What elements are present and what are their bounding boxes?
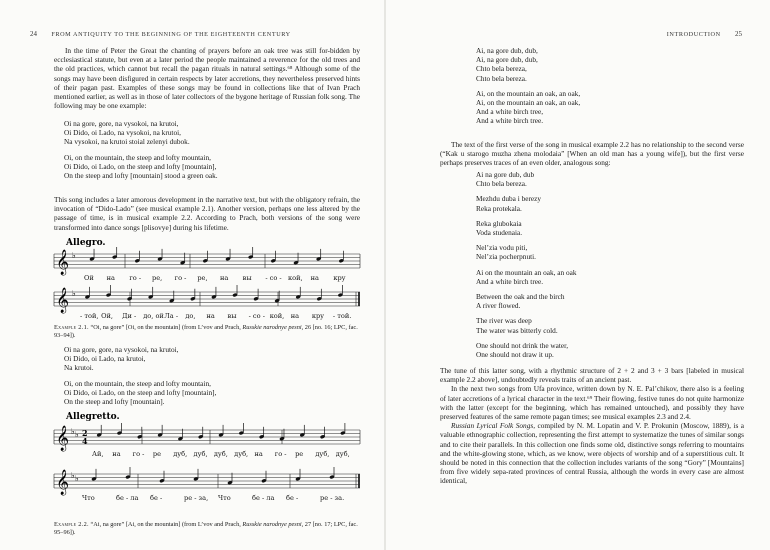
verse-line: The river was deep xyxy=(476,316,532,326)
verse-line: Na vysokoi, na krutoi stoial zelenyi dubok. xyxy=(64,137,190,147)
left-verse-translit-2 xyxy=(64,345,216,406)
flat-sign-icon: ♭ xyxy=(75,474,79,483)
left-paragraph-1-text: In the time of Peter the Great the chanting of prayers before an oak tree was still for-bidden by ecclesiastical statute, but even at a later period the people maintained a reverence for the old trees and the old practices, which cannot but recall the pagan rituals in natural settings.⁶⁸ Although some of the songs may have been disfigured in certain respects by later accretions, they nevertheless preserved hints of their pagan past. Examples of these songs may be found in collections like that of Ivan Prach mentioned earlier, as well as in those of later collectors of the bygone heritage of Russian folk song. The following may be one example: xyxy=(54,46,360,111)
right-paragraphs xyxy=(440,366,744,486)
verse-line: Oi Dido, oi Lado, on the steep and lofty [mountain], xyxy=(64,387,217,397)
caption-title: Russkie narodnye pesni, xyxy=(242,521,304,528)
verse-line: Ai na gore dub, dub xyxy=(476,170,535,179)
lyric-syllable: Что xyxy=(82,494,95,502)
example-2-2-caption xyxy=(54,521,360,537)
verse-line: Nel’zia pocherpnuti. xyxy=(476,252,536,262)
lyric-syllable: до, xyxy=(185,312,196,320)
caption-label: Example 2.1. xyxy=(54,324,89,331)
verse-line: Oi na gore, gore, na vysokoi, na krutoi, xyxy=(64,119,179,128)
verse-line: Chto bela bereza. xyxy=(476,179,527,189)
verse-line: Nel’zia vodu piti, xyxy=(476,243,528,253)
lyric-syllable: бе - xyxy=(150,494,163,502)
treble-clef-icon: 𝄞 xyxy=(56,288,70,313)
left-running-title: FROM ANTIQUITY TO THE BEGINNING OF THE EIGHTEENTH CENTURY xyxy=(51,31,291,38)
verse-line: Oi Dido, oi Lado, on the steep and lofty [mountain], xyxy=(64,161,217,171)
right-paragraph-1 xyxy=(440,140,744,168)
lyric-syllable: на xyxy=(290,312,300,320)
lyric-syllable: - той. xyxy=(332,312,352,320)
verse-line: The water was bitterly cold. xyxy=(476,325,558,335)
verse-line: Oi Dido, oi Lado, na vysokoi, na krutoi, xyxy=(64,128,181,138)
verse-line: Oi, on the mountain, the steep and lofty mountain, xyxy=(64,378,211,388)
lyric-syllable: дуб, xyxy=(173,450,188,458)
verse-line: Ai, on the mountain an oak, an oak, xyxy=(476,98,581,108)
verse-line: Between the oak and the birch xyxy=(476,292,565,302)
example-2-1-caption xyxy=(54,324,360,340)
left-paragraph-2 xyxy=(54,195,360,232)
right-page-number: 25 xyxy=(735,30,742,38)
verse-line: Oi Dido, oi Lado, na krutoi, xyxy=(64,354,146,364)
verse-line: Ai on the mountain an oak, an oak xyxy=(476,267,577,277)
lyric-syllable: - со - xyxy=(265,274,282,282)
lyric-syllable: на xyxy=(310,274,319,282)
right-running-head xyxy=(667,30,742,38)
lyric-syllable: ре xyxy=(295,450,304,458)
lyric-syllable: - той, xyxy=(80,312,99,320)
verse-line: Chto bela bereza, xyxy=(476,64,527,74)
lyric-syllable: Ой, xyxy=(101,312,113,320)
flat-sign-icon: ♭ xyxy=(75,430,79,439)
lyric-syllable: кру xyxy=(311,312,325,320)
verse-line: And a white birch tree, xyxy=(476,107,544,117)
flat-sign-icon: ♭ xyxy=(71,427,75,436)
verse-line: Ai, na gore dub, dub, xyxy=(476,55,538,65)
lyric-syllable: дуб, xyxy=(234,450,249,458)
note-group xyxy=(89,247,344,265)
verse-line: Ai, on the mountain an oak, an oak, xyxy=(476,88,581,98)
lyric-syllable: ре - за, xyxy=(184,494,209,502)
left-verse-translit-1 xyxy=(64,119,218,180)
note-group xyxy=(91,467,334,485)
lyric-syllable: кой, xyxy=(288,274,303,282)
note-group xyxy=(96,423,345,441)
lyric-syllable: на xyxy=(254,450,263,458)
verse-line: Reka protekala. xyxy=(476,203,522,213)
lyric-syllable: на xyxy=(220,274,229,282)
time-signature: 4 xyxy=(82,436,88,446)
left-paragraph-1 xyxy=(54,46,360,110)
verse-line: Na krutoi. xyxy=(64,363,94,373)
verse-line: Ai, na gore dub, dub, xyxy=(476,46,538,55)
lyric-syllable: на xyxy=(112,450,121,458)
lyric-syllable: ре, xyxy=(152,274,163,282)
note-group xyxy=(85,285,343,303)
verse-line: And a white birch tree. xyxy=(476,116,544,126)
treble-clef-icon: 𝄞 xyxy=(56,426,70,451)
book-title: Russian Lyrical Folk Songs, xyxy=(451,421,536,431)
lyric-syllable: на xyxy=(206,312,215,320)
verse-line: One should not draw it up. xyxy=(476,350,554,360)
caption-source: 27 [no. 17; LPC, fac. 95–96]). xyxy=(54,521,358,536)
tempo-marking: Allegretto. xyxy=(66,412,120,422)
right-paragraph-4 xyxy=(440,421,744,485)
lyric-syllable: бе - ла xyxy=(252,494,275,502)
verse-line: Oi, on the mountain, the steep and lofty mountain, xyxy=(64,152,211,162)
left-page xyxy=(0,0,384,550)
lyric-syllable: го - xyxy=(274,450,287,458)
lyric-syllable: до, ой xyxy=(143,312,164,320)
right-page xyxy=(386,0,770,550)
flat-sign-icon: ♭ xyxy=(71,471,75,480)
lyric-syllable: Ла - xyxy=(164,312,179,320)
lyric-syllable: вы xyxy=(242,274,252,282)
flat-sign-icon: ♭ xyxy=(72,251,76,260)
verse-line: Oi na gore, gore, na vysokoi, na krutoi, xyxy=(64,345,179,354)
left-page-number: 24 xyxy=(30,30,37,38)
lyric-syllable: дуб, xyxy=(315,450,330,458)
flat-sign-icon: ♭ xyxy=(72,289,76,298)
right-running-title: INTRODUCTION xyxy=(666,31,721,38)
left-paragraph-2-text: This song includes a later amorous development in the narrative text, but with the obligatory refrain, the invocation of “Dido-Lado” (see musical example 2.1). Another version, perhaps one less altered by the passage of time, is in musical example 2.2. According to Prach, both versions of the song were transformed into dance songs [plisovye] during his lifetime. xyxy=(54,195,360,232)
lyric-syllable: дуб, xyxy=(193,450,208,458)
caption-label: Example 2.2. xyxy=(54,521,89,528)
verse-line: Voda studenaia. xyxy=(476,228,523,238)
lyric-syllable: кру xyxy=(333,274,346,282)
treble-clef-icon: 𝄞 xyxy=(56,250,70,275)
lyric-syllable: бе - xyxy=(286,494,299,502)
lyric-syllable: бе - ла xyxy=(116,494,139,502)
right-paragraph-4-text: compiled by N. M. Lopatin and V. P. Prokunin (Moscow, 1889), is a valuable ethnographic collection, representing the first attempt to systematize the tunes of similar songs and to cite their parallels. In this collection one finds some old, distinctive songs referring to mountains and the white-glowing stone, which, as we know, were objects of worship and of a superstitious cult. It should be noted in this connection that the collection includes variants of the song “Gory” [Mountains] from five widely sepa-rated provinces of central Russia, although the words in every case are almost identical, xyxy=(440,421,744,486)
musical-example-2-2 xyxy=(50,410,362,528)
lyric-syllable: Что xyxy=(218,494,231,502)
lyric-syllable: Ди - xyxy=(122,312,137,320)
verse-line: Mezhdu duba i berezy xyxy=(476,194,542,204)
treble-clef-icon: 𝄞 xyxy=(56,470,70,495)
verse-line: On the steep and lofty [mountain]. xyxy=(64,397,165,407)
left-running-head xyxy=(30,30,291,38)
lyric-syllable: го - xyxy=(129,274,142,282)
tempo-marking: Allegro. xyxy=(66,238,106,248)
caption-title: Russkie narodnye pesni, xyxy=(242,324,304,331)
caption-text: “Oi, na gore” [Oi, on the mountain] (from L’vov and Prach, xyxy=(90,324,243,331)
caption-source: 26 [no. 16; LPC, fac. 93–94]). xyxy=(54,324,358,339)
lyric-syllable: - со - xyxy=(248,312,265,320)
right-paragraph-1-text: The text of the first verse of the song in musical example 2.2 has no relationship to the second verse (“Kak u starogo muzha zhena molodaia” [When an old man has a young wife]), but the first verse perhaps preserves traces of an even older, analogous song: xyxy=(440,140,744,168)
right-verse-stanzas xyxy=(476,170,577,359)
lyric-syllable: дуб, xyxy=(335,450,350,458)
verse-line: A river flowed. xyxy=(476,301,521,311)
lyric-syllable: Ой xyxy=(84,274,94,282)
verse-line: Chto bela bereza. xyxy=(476,73,527,83)
lyric-syllable: на xyxy=(106,274,115,282)
right-verse-1 xyxy=(476,46,580,126)
lyric-syllable: дуб, xyxy=(213,450,228,458)
lyric-syllable: вы xyxy=(227,312,237,320)
lyric-syllable: ре, xyxy=(197,274,208,282)
verse-line: One should not drink the water, xyxy=(476,340,569,350)
lyric-syllable: го - xyxy=(132,450,145,458)
time-signature: 2 xyxy=(82,428,88,438)
caption-text: “Ai, na gore” [Ai, on the mountain] (from L’vov and Prach, xyxy=(90,521,243,528)
lyric-syllable: го - xyxy=(174,274,187,282)
right-paragraph-2-text: The tune of this latter song, with a rhythmic structure of 2 + 2 and 3 + 3 bars [labeled in musical example 2.2 above], undoubtedly reveals traits of an ancient past. xyxy=(440,366,744,385)
right-paragraph-3-text: In the next two songs from Ufa province, written down by N. E. Pal’chikov, there also is a feeling of later accretions of a lyrical character in the text.⁶⁹ Their flowing, festive tunes do not quite harmonize with the latter (except for the beginning, which has remained untouched), and possibly they have preserved features of the same remote pagan times; see musical examples 2.3 and 2.4. xyxy=(440,384,744,422)
lyric-syllable: кой, xyxy=(269,312,285,320)
verse-line: Reka glubokaia xyxy=(476,218,522,228)
lyric-syllable: ре xyxy=(152,450,162,458)
verse-line: And a white birch tree. xyxy=(476,276,544,286)
lyric-syllable: Ай, xyxy=(92,450,104,458)
verse-line: On the steep and lofty [mountain] stood a green oak. xyxy=(64,171,218,181)
lyric-syllable: ре - за. xyxy=(320,494,345,502)
